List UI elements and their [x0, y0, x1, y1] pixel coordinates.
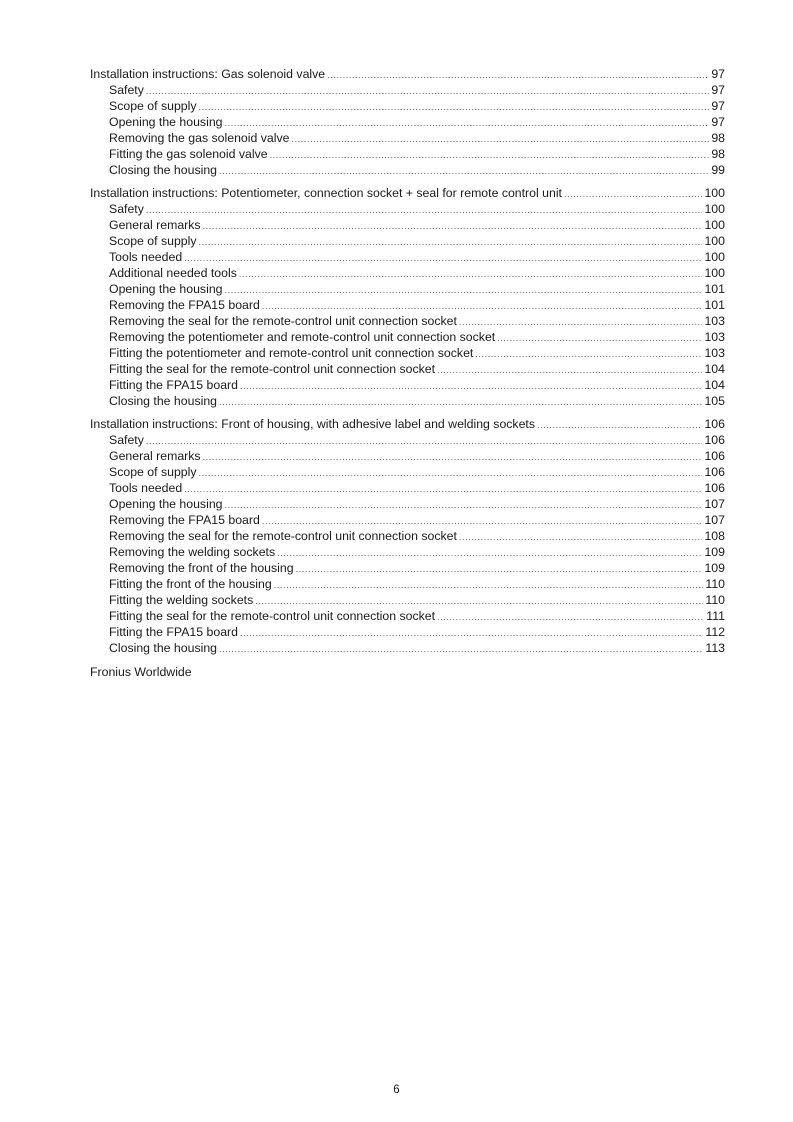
dot-leader	[277, 545, 702, 561]
toc-page-number: 97	[711, 83, 725, 97]
dot-leader	[219, 163, 709, 179]
dot-leader	[270, 147, 709, 163]
dot-leader	[184, 481, 702, 497]
toc-section-row[interactable]	[90, 185, 725, 201]
dot-leader	[291, 131, 709, 147]
toc-section	[90, 66, 725, 178]
toc-page-number: 101	[704, 298, 725, 312]
toc-entry-title: Fitting the potentiometer and remote-control unit connection socket	[109, 346, 474, 360]
toc-entry-title: Tools needed	[109, 250, 183, 264]
toc-page-number: 100	[704, 250, 725, 264]
toc-entry-title: Fitting the gas solenoid valve	[109, 147, 268, 161]
toc-section	[90, 416, 725, 656]
toc-entry-row[interactable]	[90, 329, 725, 345]
dot-leader	[262, 298, 703, 314]
toc-section-row[interactable]	[90, 416, 725, 432]
toc-section-title: Installation instructions: Front of housing, with adhesive label and welding sockets	[90, 417, 535, 431]
dot-leader	[239, 266, 703, 282]
toc-page-number: 97	[711, 67, 725, 81]
toc-entry-title: General remarks	[109, 218, 201, 232]
dot-leader	[262, 513, 703, 529]
toc-section	[90, 185, 725, 409]
dot-leader	[437, 609, 704, 625]
toc-entry-title: Closing the housing	[109, 394, 218, 408]
toc-page-number: 113	[705, 641, 725, 655]
toc-page-number: 107	[704, 497, 725, 511]
toc-page-number: 100	[704, 202, 725, 216]
toc-entry-title: Safety	[109, 433, 144, 447]
table-of-contents	[90, 66, 725, 680]
toc-entry-row[interactable]	[90, 249, 725, 265]
toc-page-number: 97	[711, 99, 725, 113]
dot-leader	[327, 67, 709, 83]
toc-page-number: 97	[711, 115, 725, 129]
toc-entry-title: Scope of supply	[109, 465, 197, 479]
toc-entry-row[interactable]	[90, 560, 725, 576]
toc-entry-title: Opening the housing	[109, 115, 223, 129]
toc-page-number: 98	[711, 147, 725, 161]
toc-entry-title: Opening the housing	[109, 282, 223, 296]
dot-leader	[225, 497, 703, 513]
toc-entry-row[interactable]	[90, 201, 725, 217]
toc-entry-title: Removing the FPA15 board	[109, 298, 260, 312]
toc-section-title: Installation instructions: Gas solenoid valve	[90, 67, 326, 81]
dot-leader	[219, 641, 703, 657]
toc-page-number: 103	[704, 330, 725, 344]
toc-page-number: 98	[711, 131, 725, 145]
page-number: 6	[393, 1084, 400, 1096]
toc-entry-row[interactable]	[90, 544, 725, 560]
dot-leader	[475, 346, 702, 362]
toc-entry-row[interactable]	[90, 265, 725, 281]
toc-section-row[interactable]	[90, 66, 725, 82]
toc-entry-row[interactable]	[90, 432, 725, 448]
dot-leader	[497, 330, 702, 346]
toc-entry-title: Closing the housing	[109, 641, 218, 655]
toc-entry-title: Safety	[109, 83, 144, 97]
toc-entry-title: Scope of supply	[109, 234, 197, 248]
toc-page-number: 107	[704, 513, 725, 527]
toc-entry-row[interactable]	[90, 146, 725, 162]
toc-page-number: 100	[704, 186, 725, 200]
dot-leader	[225, 115, 710, 131]
dot-leader	[240, 378, 703, 394]
toc-entry-title: Safety	[109, 202, 144, 216]
toc-page-number: 99	[711, 163, 725, 177]
toc-entry-row[interactable]	[90, 496, 725, 512]
toc-entry-title: Opening the housing	[109, 497, 223, 511]
toc-page-number: 106	[704, 465, 725, 479]
toc-page-number: 109	[704, 545, 725, 559]
toc-entry-title: General remarks	[109, 449, 201, 463]
toc-page-number: 110	[705, 593, 725, 607]
toc-entry-title: Tools needed	[109, 481, 183, 495]
toc-page-number: 104	[704, 378, 725, 392]
toc-final-entry[interactable]: Fronius Worldwide	[90, 665, 192, 679]
toc-entry-title: Removing the seal for the remote-control unit connection socket	[109, 529, 457, 543]
dot-leader	[459, 529, 703, 545]
toc-page-number: 106	[704, 433, 725, 447]
toc-entry-row[interactable]	[90, 114, 725, 130]
toc-entry-title: Closing the housing	[109, 163, 218, 177]
dot-leader	[199, 99, 709, 115]
toc-page-number: 101	[704, 282, 725, 296]
dot-leader	[146, 202, 703, 218]
dot-leader	[437, 362, 702, 378]
dot-leader	[199, 234, 703, 250]
toc-page-number: 100	[704, 234, 725, 248]
toc-entry-title: Removing the gas solenoid valve	[109, 131, 290, 145]
dot-leader	[537, 417, 702, 433]
toc-entry-row[interactable]	[90, 624, 725, 640]
toc-page-number: 106	[704, 417, 725, 431]
toc-page-number: 106	[704, 481, 725, 495]
toc-page-number: 110	[705, 577, 725, 591]
dot-leader	[199, 465, 703, 481]
toc-page-number: 104	[704, 362, 725, 376]
toc-entry-row[interactable]	[90, 130, 725, 146]
toc-page-number: 106	[704, 449, 725, 463]
toc-page-number: 109	[704, 561, 725, 575]
toc-entry-title: Fitting the FPA15 board	[109, 378, 238, 392]
toc-entry-title: Removing the front of the housing	[109, 561, 294, 575]
toc-entry-row[interactable]	[90, 393, 725, 409]
toc-entry-row[interactable]	[90, 162, 725, 178]
toc-page-number: 112	[705, 625, 725, 639]
toc-entry-title: Fitting the welding sockets	[109, 593, 254, 607]
toc-entry-row[interactable]	[90, 297, 725, 313]
toc-entry-title: Fitting the seal for the remote-control unit connection socket	[109, 609, 436, 623]
dot-leader	[459, 314, 703, 330]
dot-leader	[255, 593, 703, 609]
dot-leader	[296, 561, 703, 577]
toc-entry-row[interactable]	[90, 217, 725, 233]
dot-leader	[184, 250, 702, 266]
dot-leader	[146, 433, 703, 449]
toc-entry-title: Removing the FPA15 board	[109, 513, 260, 527]
toc-entry-title: Additional needed tools	[109, 266, 237, 280]
toc-entry-row[interactable]	[90, 640, 725, 656]
toc-entry-row[interactable]	[90, 448, 725, 464]
toc-entry-row[interactable]	[90, 281, 725, 297]
toc-entry-row[interactable]	[90, 576, 725, 592]
toc-page-number: 108	[704, 529, 725, 543]
dot-leader	[219, 394, 702, 410]
dot-leader	[203, 449, 703, 465]
toc-page-number: 111	[706, 609, 725, 623]
toc-entry-row[interactable]	[90, 361, 725, 377]
toc-entry-title: Removing the potentiometer and remote-control unit connection socket	[109, 330, 496, 344]
toc-page-number: 103	[704, 314, 725, 328]
toc-page-number: 103	[704, 346, 725, 360]
toc-entry-row[interactable]	[90, 592, 725, 608]
toc-entry-row[interactable]	[90, 512, 725, 528]
toc-entry-row[interactable]	[90, 82, 725, 98]
toc-entry-row[interactable]	[90, 608, 725, 624]
dot-leader	[274, 577, 704, 593]
dot-leader	[240, 625, 703, 641]
toc-entry-row[interactable]	[90, 528, 725, 544]
dot-leader	[146, 83, 709, 99]
toc-entry-title: Fitting the front of the housing	[109, 577, 272, 591]
dot-leader	[203, 218, 703, 234]
toc-entry-title: Removing the welding sockets	[109, 545, 276, 559]
toc-page-number: 100	[704, 266, 725, 280]
toc-entry-row[interactable]	[90, 98, 725, 114]
toc-entry-title: Removing the seal for the remote-control unit connection socket	[109, 314, 457, 328]
dot-leader	[225, 282, 703, 298]
toc-entry-row[interactable]	[90, 377, 725, 393]
toc-entry-row[interactable]	[90, 233, 725, 249]
toc-entry-row[interactable]	[90, 480, 725, 496]
toc-entry-title: Fitting the seal for the remote-control unit connection socket	[109, 362, 436, 376]
toc-entry-row[interactable]	[90, 313, 725, 329]
toc-section-title: Installation instructions: Potentiometer, connection socket + seal for remote control unit	[90, 186, 562, 200]
toc-entry-title: Scope of supply	[109, 99, 197, 113]
toc-entry-title: Fitting the FPA15 board	[109, 625, 238, 639]
toc-entry-row[interactable]	[90, 464, 725, 480]
toc-entry-row[interactable]	[90, 345, 725, 361]
toc-page-number: 100	[704, 218, 725, 232]
dot-leader	[564, 186, 702, 202]
toc-page-number: 105	[704, 394, 725, 408]
